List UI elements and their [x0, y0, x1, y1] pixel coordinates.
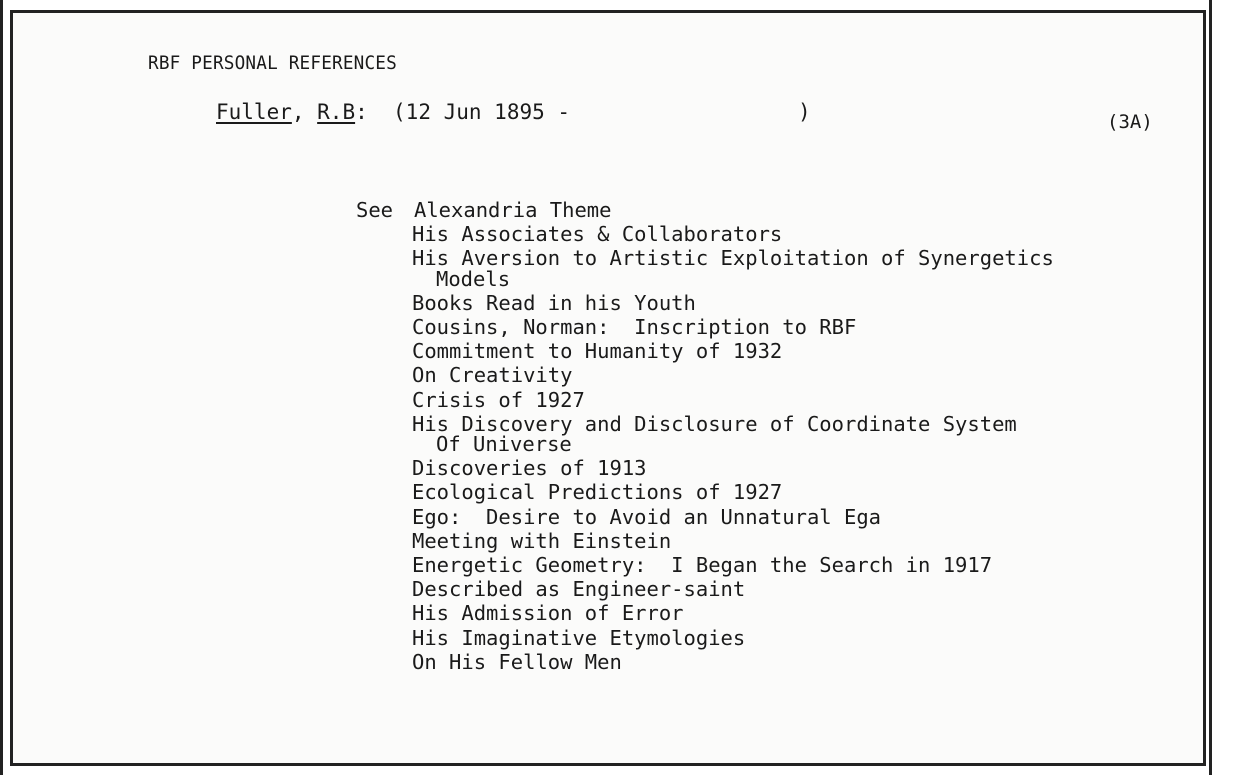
reference-entry-text: On Creativity [412, 363, 573, 388]
reference-list [356, 222, 1054, 674]
subject-line [216, 100, 811, 124]
reference-entry-text: Ecological Predictions of 1927 [412, 480, 783, 505]
reference-entry [412, 529, 1054, 553]
reference-entry [412, 456, 1054, 480]
reference-entry [412, 363, 1054, 387]
subject-initials: R.B [317, 100, 356, 124]
subject-dates: (12 Jun 1895 - [393, 100, 571, 124]
reference-entry [412, 315, 1054, 339]
reference-entry-text: Crisis of 1927 [412, 387, 585, 412]
reference-entry [412, 480, 1054, 504]
reference-entry-text: His Imaginative Etymologies [412, 625, 746, 650]
reference-entry-text: Commitment to Humanity of 1932 [412, 339, 783, 364]
reference-entry [412, 650, 1054, 674]
see-label: See [356, 198, 394, 222]
reference-entry [412, 339, 1054, 363]
reference-entry [412, 601, 1054, 625]
subject-separator-2: : [355, 100, 394, 124]
reference-entry [412, 246, 1054, 290]
card-heading: RBF PERSONAL REFERENCES [148, 52, 397, 74]
reference-entry [412, 577, 1054, 601]
reference-entry-text: Books Read in his Youth [412, 290, 696, 315]
reference-entry [412, 388, 1054, 412]
card-code: (3A) [1107, 111, 1153, 133]
see-references [356, 198, 1054, 674]
reference-entry-text: Described as Engineer-saint [412, 577, 746, 602]
subject-dates-close: ) [798, 100, 811, 124]
reference-entry [412, 412, 1054, 456]
subject-surname: Fuller [216, 100, 292, 124]
reference-entry-text: Energetic Geometry: I Began the Search in 1917 [412, 553, 993, 578]
reference-entry-text: His Associates & Collaborators [412, 222, 783, 247]
reference-entry-text: His Aversion to Artistic Exploitation of Synergetics [412, 246, 1054, 271]
card-edge-right [1209, 0, 1212, 775]
card-edge-left [0, 0, 3, 775]
reference-entry [412, 291, 1054, 315]
reference-entry [412, 553, 1054, 577]
reference-entry-text: On His Fellow Men [412, 649, 622, 674]
reference-entry-text: Discoveries of 1913 [412, 456, 647, 481]
see-first-line [356, 198, 1054, 222]
reference-entry-text: Meeting with Einstein [412, 528, 672, 553]
reference-entry-text: Ego: Desire to Avoid an Unnatural Ega [412, 504, 881, 529]
reference-entry-continuation: Of Universe [436, 432, 572, 457]
reference-entry [412, 505, 1054, 529]
see-first-entry: Alexandria Theme [414, 198, 612, 222]
reference-entry-text: His Discovery and Disclosure of Coordinate System [412, 411, 1017, 436]
subject-separator-1: , [291, 100, 318, 124]
reference-entry-text: His Admission of Error [412, 601, 684, 626]
reference-entry-text: Cousins, Norman: Inscription to RBF [412, 315, 857, 340]
reference-entry-continuation: Models [436, 266, 511, 291]
reference-entry [412, 222, 1054, 246]
reference-entry [412, 626, 1054, 650]
